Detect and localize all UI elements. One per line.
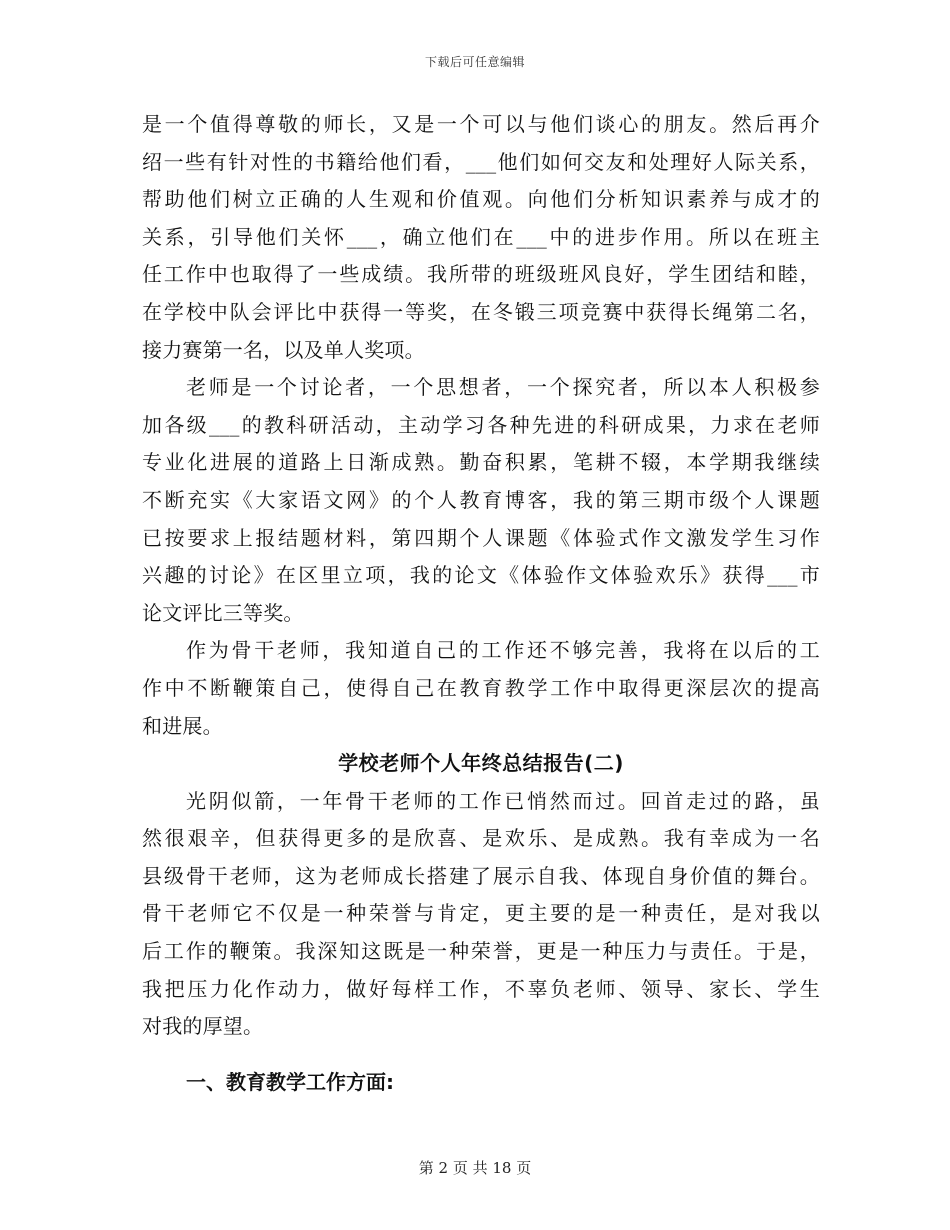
text-line: 加各级___的教科研活动，主动学习各种先进的科研成果，力求在老师: [142, 412, 820, 437]
text-line: 帮助他们树立正确的人生观和价值观。向他们分析知识素养与成才的: [142, 187, 820, 212]
text-line: 作中不断鞭策自己，使得自己在教育教学工作中取得更深层次的提高: [142, 675, 820, 700]
text-line: 不断充实《大家语文网》的个人教育博客，我的第三期市级个人课题: [142, 487, 820, 512]
text-line: 已按要求上报结题材料，第四期个人课题《体验式作文激发学生习作: [142, 525, 820, 550]
text-line: 然很艰辛，但获得更多的是欣喜、是欢乐、是成熟。我有幸成为一名: [142, 826, 820, 851]
text-line: 县级骨干老师，这为老师成长搭建了展示自我、体现自身价值的舞台。: [142, 863, 820, 888]
paragraph-4: [142, 783, 820, 1046]
text-line: 是一个值得尊敬的师长，又是一个可以与他们谈心的朋友。然后再介: [142, 112, 820, 136]
text-line: 我把压力化作动力，做好每样工作，不辜负老师、领导、家长、学生: [142, 976, 820, 1001]
header-note: 下载后可任意编辑: [424, 55, 525, 69]
text-line: 后工作的鞭策。我深知这既是一种荣誉，更是一种压力与责任。于是，: [142, 939, 820, 964]
text-line: 接力赛第一名，以及单人奖项。: [142, 337, 425, 362]
paragraph-2: [142, 369, 820, 632]
text-line: 对我的厚望。: [142, 1014, 264, 1039]
text-line: 在学校中队会评比中获得一等奖，在冬锻三项竞赛中获得长绳第二名，: [142, 299, 820, 324]
text-line: 专业化进展的道路上日渐成熟。勤奋积累，笔耕不辍，本学期我继续: [142, 450, 820, 475]
page-number: 第 2 页 共 18 页: [418, 1159, 532, 1177]
text-line: 关系，引导他们关怀___，确立他们在___中的进步作用。所以在班主: [142, 224, 820, 249]
subheading: 一、教育教学工作方面:: [186, 1069, 394, 1094]
section-title: 学校老师个人年终总结报告(二): [338, 751, 624, 776]
paragraph-1: [142, 106, 820, 369]
text-line: 和进展。: [142, 713, 223, 738]
text-line: 老师是一个讨论者，一个思想者，一个探究者，所以本人积极参: [186, 375, 820, 400]
text-line: 光阴似箭，一年骨干老师的工作已悄然而过。回首走过的路，虽: [186, 788, 820, 813]
text-line: 绍一些有针对性的书籍给他们看，___他们如何交友和处理好人际关系，: [142, 149, 820, 174]
paragraph-3: [142, 632, 820, 745]
text-line: 任工作中也取得了一些成绩。我所带的班级班风良好，学生团结和睦，: [142, 262, 820, 287]
text-line: 作为骨干老师，我知道自己的工作还不够完善，我将在以后的工: [186, 638, 820, 663]
document-body: [142, 106, 820, 1101]
text-line: 骨干老师它不仅是一种荣誉与肯定，更主要的是一种责任，是对我以: [142, 901, 820, 926]
text-line: 兴趣的讨论》在区里立项，我的论文《体验作文体验欢乐》获得___市: [142, 563, 820, 588]
text-line: 论文评比三等奖。: [142, 600, 304, 625]
